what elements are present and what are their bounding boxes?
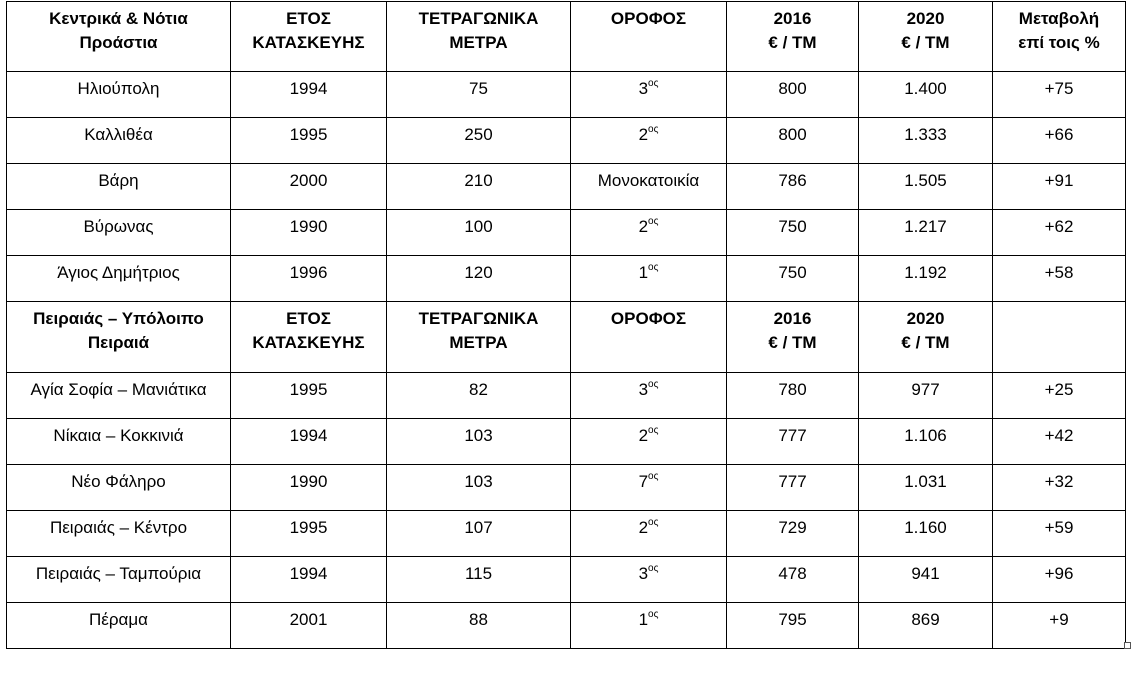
cell-price-2020 <box>859 511 993 557</box>
cell-area-value: Βάρη <box>98 171 139 190</box>
section-header-row <box>7 302 1126 373</box>
cell-area-value: Ηλιούπολη <box>77 79 160 98</box>
cell-year <box>231 72 387 118</box>
cell-floor-value: 2 <box>638 426 649 445</box>
header-floor <box>571 302 727 373</box>
table-row <box>7 465 1126 511</box>
header-floor-line: ΟΡΟΦΟΣ <box>610 309 687 328</box>
cell-price-2016-value: 478 <box>778 564 807 583</box>
cell-change <box>993 373 1126 419</box>
cell-price-2020-value: 1.106 <box>904 426 947 445</box>
cell-price-2020 <box>859 603 993 649</box>
cell-year-value: 1995 <box>289 380 328 399</box>
cell-area <box>7 603 231 649</box>
cell-year-value: 1996 <box>289 263 328 282</box>
cell-sqm-value: 250 <box>464 125 493 144</box>
cell-price-2016 <box>727 557 859 603</box>
cell-sqm-value: 120 <box>464 263 493 282</box>
cell-price-2020-value: 1.333 <box>904 125 947 144</box>
header-sqm-line: ΤΕΤΡΑΓΩΝΙΚΑ <box>418 9 539 28</box>
cell-area-value: Νέο Φάληρο <box>71 472 166 491</box>
header-area-line: Κεντρικά & Νότια <box>49 9 188 28</box>
cell-change-value: +96 <box>1044 564 1074 583</box>
cell-change-value: +59 <box>1044 518 1074 537</box>
cell-floor <box>571 465 727 511</box>
cell-price-2016-value: 750 <box>778 217 807 236</box>
header-price-2020 <box>859 2 993 72</box>
cell-year-value: 1990 <box>289 217 328 236</box>
cell-sqm-value: 210 <box>464 171 493 190</box>
table-row <box>7 557 1126 603</box>
cell-floor-value: Μονοκατοικία <box>597 171 700 190</box>
header-change <box>993 2 1126 72</box>
table-row <box>7 373 1126 419</box>
floor-ordinal-suffix: ος <box>648 471 659 482</box>
cell-floor <box>571 256 727 302</box>
cell-year <box>231 164 387 210</box>
cell-floor <box>571 557 727 603</box>
cell-change-value: +9 <box>1049 610 1069 629</box>
cell-price-2016 <box>727 118 859 164</box>
cell-price-2020-value: 1.400 <box>904 79 947 98</box>
header-year <box>231 302 387 373</box>
cell-floor <box>571 603 727 649</box>
cell-sqm-value: 115 <box>464 564 493 583</box>
cell-sqm <box>387 511 571 557</box>
cell-sqm <box>387 210 571 256</box>
floor-ordinal-suffix: ος <box>648 262 659 273</box>
cell-change-value: +42 <box>1044 426 1074 445</box>
cell-price-2020-value: 1.192 <box>904 263 947 282</box>
cell-change-value: +91 <box>1044 171 1074 190</box>
cell-price-2020 <box>859 210 993 256</box>
cell-area <box>7 164 231 210</box>
cell-price-2020 <box>859 373 993 419</box>
cell-area-value: Καλλιθέα <box>84 125 153 144</box>
header-sqm <box>387 2 571 72</box>
cell-floor <box>571 511 727 557</box>
cell-sqm-value: 82 <box>469 380 488 399</box>
cell-change <box>993 118 1126 164</box>
cell-area <box>7 419 231 465</box>
cell-year-value: 1994 <box>289 564 328 583</box>
header-sqm <box>387 302 571 373</box>
cell-floor <box>571 118 727 164</box>
header-price-2020-line: € / ΤΜ <box>901 33 950 52</box>
cell-change <box>993 164 1126 210</box>
cell-price-2016-value: 750 <box>778 263 807 282</box>
cell-change <box>993 557 1126 603</box>
cell-change-value: +62 <box>1044 217 1074 236</box>
cell-area <box>7 72 231 118</box>
cell-area-value: Πειραιάς – Κέντρο <box>49 518 188 537</box>
cell-price-2016 <box>727 210 859 256</box>
header-price-2016 <box>727 302 859 373</box>
cell-year-value: 1994 <box>289 426 328 445</box>
cell-sqm-value: 107 <box>464 518 493 537</box>
cell-price-2016-value: 729 <box>778 518 807 537</box>
cell-year <box>231 557 387 603</box>
header-price-2020-line: € / ΤΜ <box>901 333 950 352</box>
cell-area <box>7 118 231 164</box>
section-header-row <box>7 2 1126 72</box>
cell-change-value: +25 <box>1044 380 1074 399</box>
cell-price-2016 <box>727 72 859 118</box>
header-price-2016-line: € / ΤΜ <box>768 33 817 52</box>
header-floor-line: ΟΡΟΦΟΣ <box>610 9 687 28</box>
cell-price-2016-value: 786 <box>778 171 807 190</box>
cell-price-2020 <box>859 118 993 164</box>
cell-price-2016 <box>727 603 859 649</box>
cell-price-2020-value: 1.505 <box>904 171 947 190</box>
header-price-2016 <box>727 2 859 72</box>
cell-area-value: Αγία Σοφία – Μανιάτικα <box>30 380 207 399</box>
header-year <box>231 2 387 72</box>
cell-area-value: Νίκαια – Κοκκινιά <box>53 426 184 445</box>
cell-year-value: 1994 <box>289 79 328 98</box>
header-change-line: επί τοις % <box>1018 33 1100 52</box>
header-change-line: Μεταβολή <box>1018 9 1100 28</box>
cell-area <box>7 511 231 557</box>
header-sqm-line: ΤΕΤΡΑΓΩΝΙΚΑ <box>418 309 539 328</box>
header-price-2020-line: 2020 <box>906 9 945 28</box>
table-resize-handle[interactable] <box>1124 642 1131 649</box>
header-floor <box>571 2 727 72</box>
cell-change-value: +58 <box>1044 263 1074 282</box>
cell-floor-value: 2 <box>638 125 649 144</box>
cell-price-2016 <box>727 256 859 302</box>
cell-floor-value: 3 <box>638 564 649 583</box>
header-year-line: ΕΤΟΣ <box>286 309 331 328</box>
cell-floor-value: 3 <box>638 79 649 98</box>
cell-year-value: 2000 <box>289 171 328 190</box>
cell-area <box>7 210 231 256</box>
cell-price-2020-value: 977 <box>911 380 940 399</box>
cell-price-2020-value: 869 <box>911 610 940 629</box>
cell-year <box>231 256 387 302</box>
cell-price-2020-value: 1.031 <box>904 472 947 491</box>
cell-change <box>993 511 1126 557</box>
cell-year <box>231 373 387 419</box>
cell-area <box>7 373 231 419</box>
cell-year <box>231 603 387 649</box>
cell-floor <box>571 72 727 118</box>
cell-change <box>993 465 1126 511</box>
cell-sqm <box>387 256 571 302</box>
header-area <box>7 2 231 72</box>
header-area-line: Πειραιάς – Υπόλοιπο <box>33 309 204 328</box>
cell-sqm-value: 103 <box>464 426 493 445</box>
table-row <box>7 118 1126 164</box>
cell-year <box>231 465 387 511</box>
cell-year <box>231 419 387 465</box>
cell-sqm <box>387 557 571 603</box>
cell-price-2016-value: 780 <box>778 380 807 399</box>
cell-sqm <box>387 164 571 210</box>
cell-price-2020 <box>859 164 993 210</box>
header-price-2020 <box>859 302 993 373</box>
header-year-line: ΕΤΟΣ <box>286 9 331 28</box>
cell-change-value: +32 <box>1044 472 1074 491</box>
cell-change-value: +75 <box>1044 79 1074 98</box>
cell-year-value: 1990 <box>289 472 328 491</box>
cell-floor-value: 7 <box>638 472 649 491</box>
table-row <box>7 603 1126 649</box>
floor-ordinal-suffix: ος <box>648 78 659 89</box>
header-area-line: Πειραιά <box>87 333 150 352</box>
cell-change <box>993 419 1126 465</box>
table-row <box>7 511 1126 557</box>
cell-area <box>7 557 231 603</box>
cell-change <box>993 72 1126 118</box>
cell-price-2020 <box>859 465 993 511</box>
header-area-line: Προάστια <box>79 33 158 52</box>
cell-price-2020 <box>859 419 993 465</box>
cell-change <box>993 210 1126 256</box>
cell-change <box>993 603 1126 649</box>
cell-sqm-value: 75 <box>469 79 488 98</box>
cell-floor <box>571 373 727 419</box>
cell-floor <box>571 164 727 210</box>
cell-sqm-value: 103 <box>464 472 493 491</box>
cell-year-value: 1995 <box>289 518 328 537</box>
header-sqm-line: ΜΕΤΡΑ <box>449 33 508 52</box>
cell-floor-value: 1 <box>638 263 649 282</box>
cell-area-value: Πειραιάς – Ταμπούρια <box>35 564 202 583</box>
cell-price-2016-value: 777 <box>778 472 807 491</box>
header-year-line: ΚΑΤΑΣΚΕΥΗΣ <box>252 333 365 352</box>
cell-price-2020-value: 1.160 <box>904 518 947 537</box>
cell-area <box>7 465 231 511</box>
cell-sqm <box>387 419 571 465</box>
table-row <box>7 164 1126 210</box>
cell-price-2020-value: 941 <box>911 564 940 583</box>
cell-price-2016-value: 800 <box>778 125 807 144</box>
table-row <box>7 419 1126 465</box>
floor-ordinal-suffix: ος <box>648 379 659 390</box>
cell-price-2016-value: 800 <box>778 79 807 98</box>
cell-sqm-value: 100 <box>464 217 493 236</box>
floor-ordinal-suffix: ος <box>648 124 659 135</box>
header-sqm-line: ΜΕΤΡΑ <box>449 333 508 352</box>
cell-area-value: Βύρωνας <box>83 217 154 236</box>
floor-ordinal-suffix: ος <box>648 425 659 436</box>
cell-price-2016 <box>727 511 859 557</box>
floor-ordinal-suffix: ος <box>648 609 659 620</box>
cell-year <box>231 118 387 164</box>
cell-sqm <box>387 465 571 511</box>
cell-floor-value: 3 <box>638 380 649 399</box>
cell-year-value: 2001 <box>289 610 328 629</box>
cell-sqm <box>387 118 571 164</box>
cell-change <box>993 256 1126 302</box>
cell-price-2016 <box>727 465 859 511</box>
header-price-2016-line: 2016 <box>773 9 812 28</box>
cell-year <box>231 210 387 256</box>
cell-area-value: Άγιος Δημήτριος <box>57 263 180 282</box>
table-row <box>7 210 1126 256</box>
cell-floor <box>571 210 727 256</box>
cell-floor-value: 2 <box>638 217 649 236</box>
cell-price-2016 <box>727 373 859 419</box>
cell-price-2020 <box>859 72 993 118</box>
cell-sqm <box>387 603 571 649</box>
header-change <box>993 302 1126 373</box>
cell-price-2020 <box>859 256 993 302</box>
cell-price-2016-value: 777 <box>778 426 807 445</box>
cell-sqm <box>387 373 571 419</box>
cell-sqm <box>387 72 571 118</box>
table-row <box>7 72 1126 118</box>
cell-floor-value: 2 <box>638 518 649 537</box>
cell-price-2020-value: 1.217 <box>904 217 947 236</box>
cell-year <box>231 511 387 557</box>
cell-price-2016 <box>727 164 859 210</box>
header-price-2020-line: 2020 <box>906 309 945 328</box>
property-price-table <box>6 1 1126 649</box>
header-price-2016-line: 2016 <box>773 309 812 328</box>
cell-price-2016-value: 795 <box>778 610 807 629</box>
cell-floor <box>571 419 727 465</box>
cell-area-value: Πέραμα <box>89 610 148 629</box>
cell-year-value: 1995 <box>289 125 328 144</box>
cell-price-2020 <box>859 557 993 603</box>
header-area <box>7 302 231 373</box>
floor-ordinal-suffix: ος <box>648 563 659 574</box>
cell-price-2016 <box>727 419 859 465</box>
table-body <box>7 2 1126 649</box>
cell-sqm-value: 88 <box>469 610 488 629</box>
cell-change-value: +66 <box>1044 125 1074 144</box>
cell-area <box>7 256 231 302</box>
header-price-2016-line: € / ΤΜ <box>768 333 817 352</box>
floor-ordinal-suffix: ος <box>648 517 659 528</box>
table-row <box>7 256 1126 302</box>
cell-floor-value: 1 <box>638 610 649 629</box>
floor-ordinal-suffix: ος <box>648 216 659 227</box>
header-year-line: ΚΑΤΑΣΚΕΥΗΣ <box>252 33 365 52</box>
